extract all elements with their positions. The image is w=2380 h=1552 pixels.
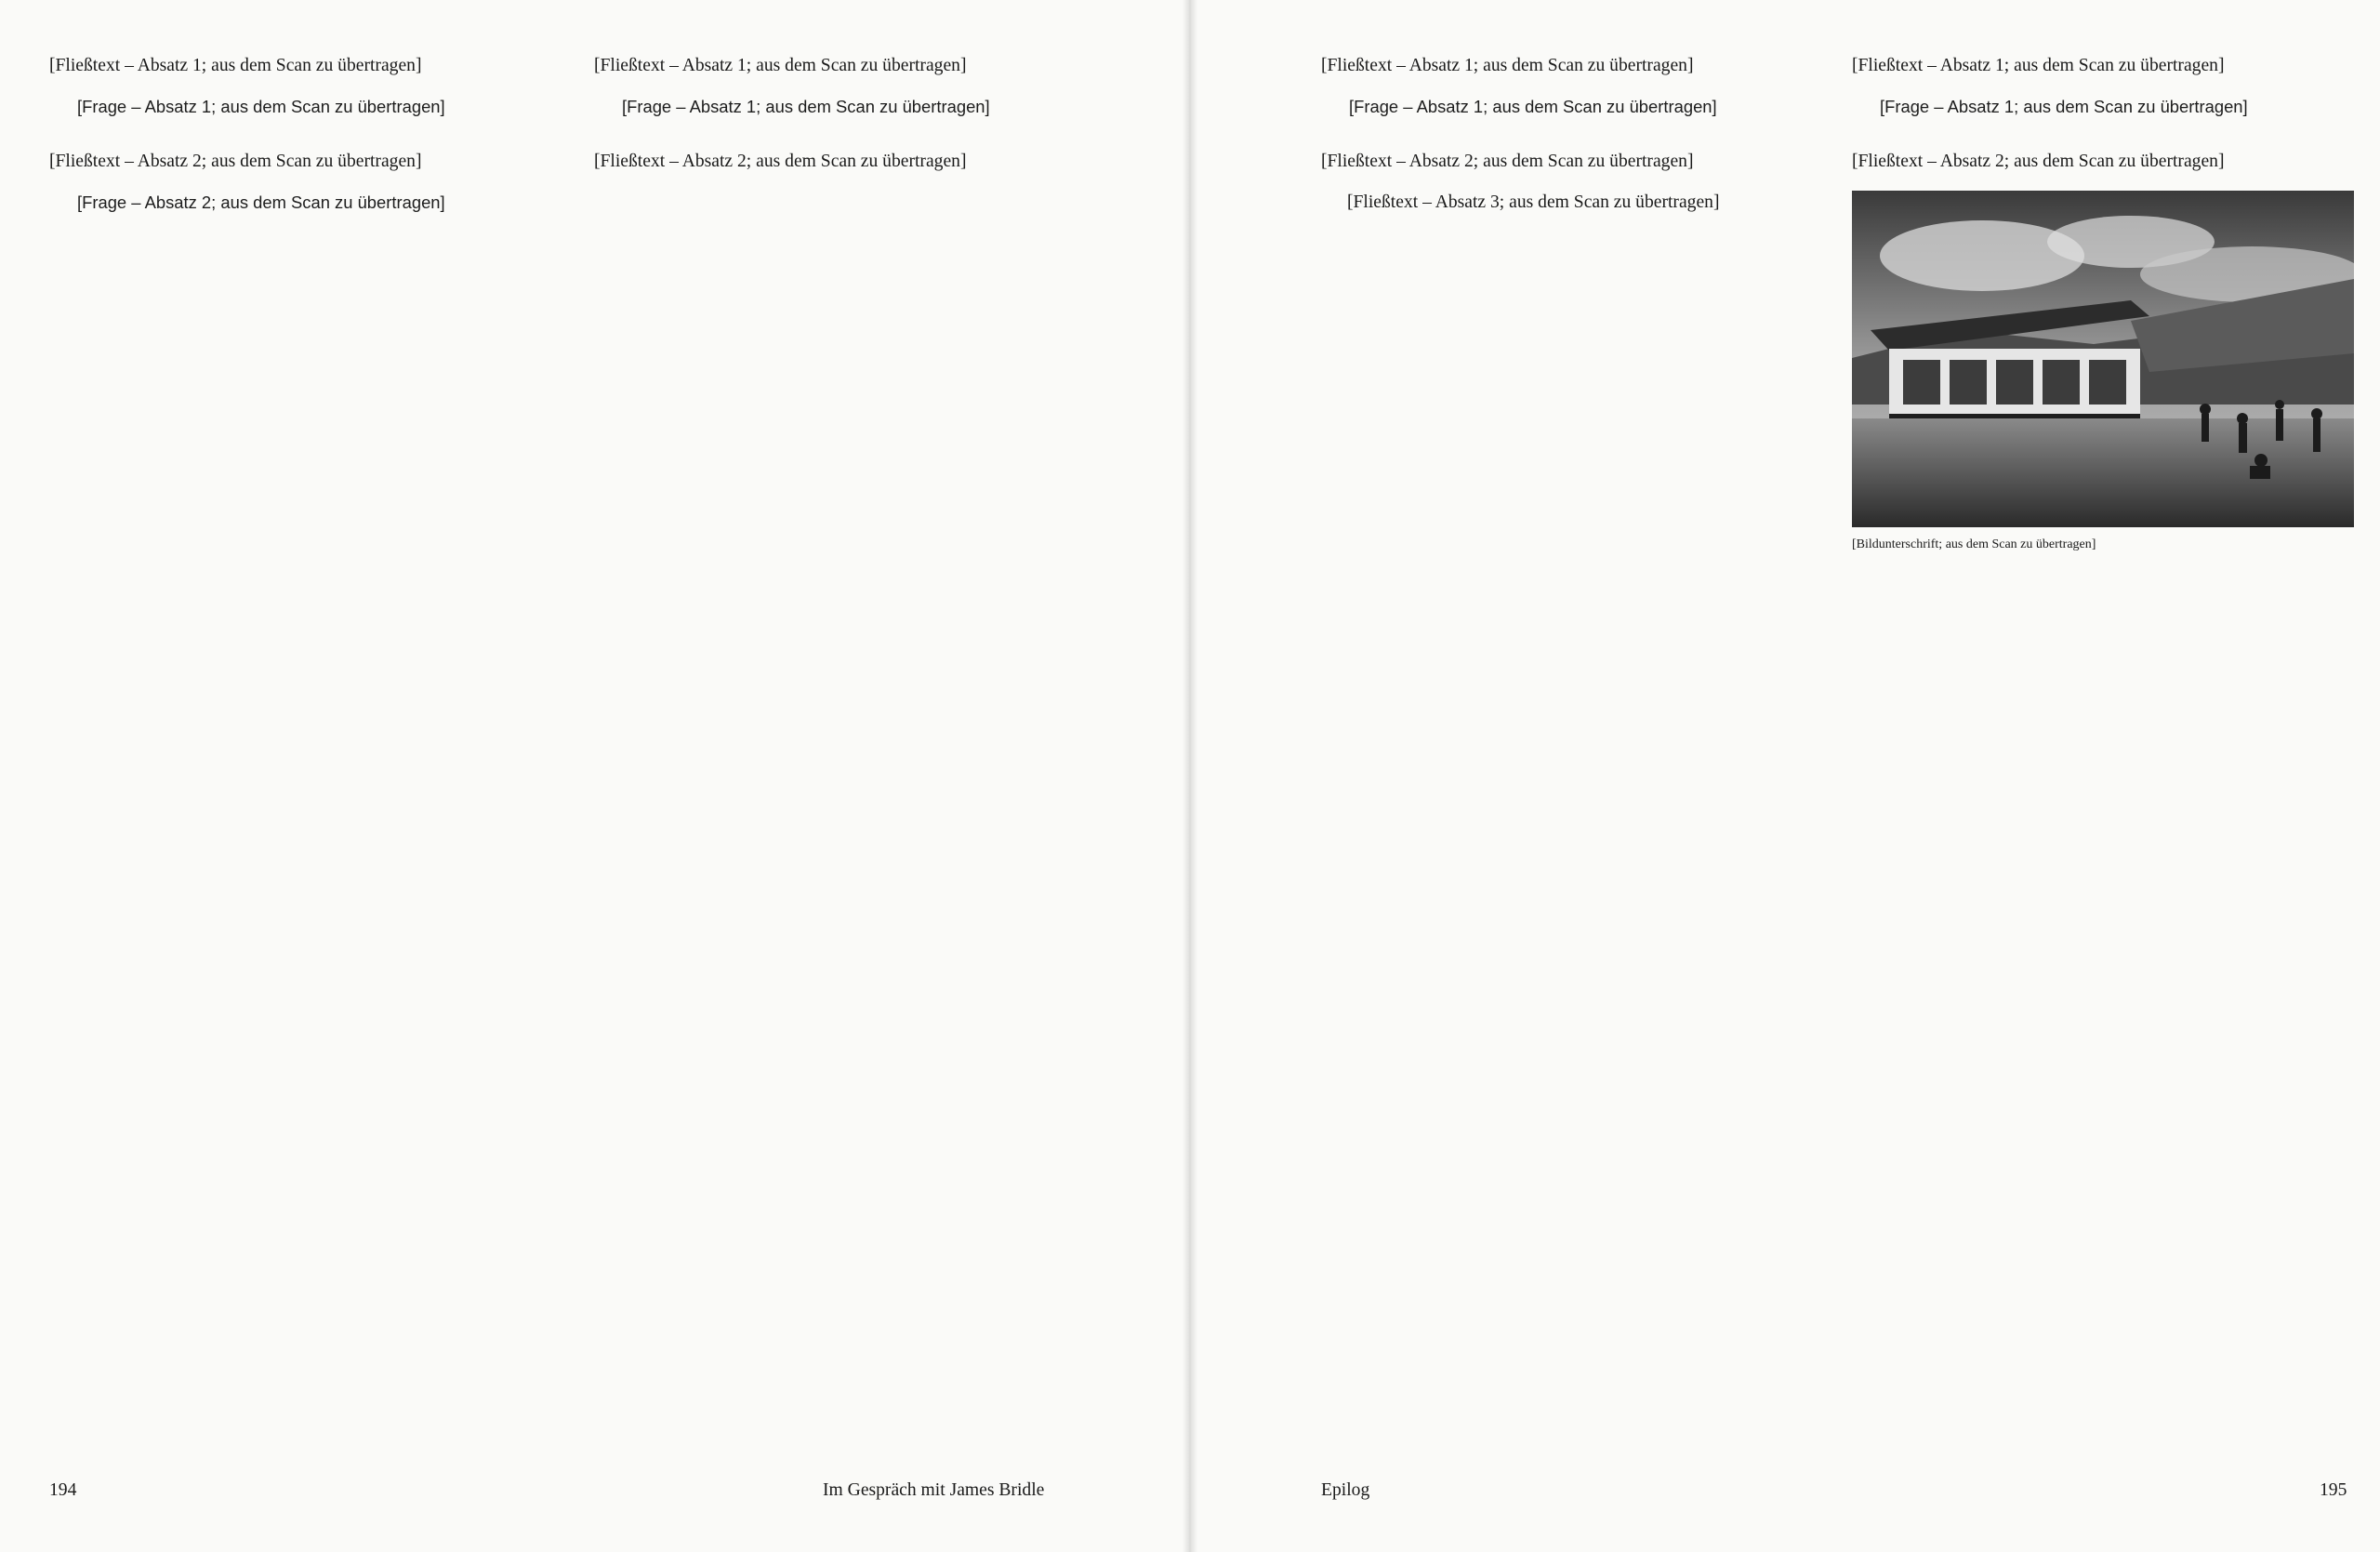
body-paragraph: [Fließtext – Absatz 1; aus dem Scan zu übertragen] — [49, 56, 422, 75]
interview-question: [Frage – Absatz 1; aus dem Scan zu übertragen] — [77, 96, 445, 116]
body-paragraph: [Fließtext – Absatz 1; aus dem Scan zu übertragen] — [1321, 56, 1694, 75]
figure-caption: [Bildunterschrift; aus dem Scan zu übertragen] — [1852, 537, 2096, 551]
body-paragraph: [Fließtext – Absatz 1; aus dem Scan zu übertragen] — [1852, 56, 2225, 75]
interview-question: [Frage – Absatz 1; aus dem Scan zu übertragen] — [1349, 96, 1717, 116]
figure-photo-walter-segal-method — [1852, 191, 2354, 527]
photo-illustration — [1852, 191, 2354, 527]
left-page-column-2 — [594, 54, 1096, 1458]
running-head-right: Epilog — [1321, 1480, 1370, 1500]
body-paragraph: [Fließtext – Absatz 3; aus dem Scan zu übertragen] — [1347, 192, 1720, 212]
body-paragraph: [Fließtext – Absatz 2; aus dem Scan zu übertragen] — [594, 152, 967, 172]
body-paragraph: [Fließtext – Absatz 2; aus dem Scan zu übertragen] — [1852, 152, 2225, 172]
interview-question: [Frage – Absatz 1; aus dem Scan zu übertragen] — [622, 96, 990, 116]
interview-question: [Frage – Absatz 1; aus dem Scan zu übertragen] — [1880, 96, 2248, 116]
page-number-right: 195 — [2320, 1480, 2347, 1500]
right-page-column-2 — [1852, 54, 2354, 1467]
body-paragraph: [Fließtext – Absatz 1; aus dem Scan zu übertragen] — [594, 56, 967, 75]
page-number-left: 194 — [49, 1480, 77, 1500]
body-paragraph: [Fließtext – Absatz 2; aus dem Scan zu übertragen] — [1321, 152, 1694, 172]
running-head-left: Im Gespräch mit James Bridle — [823, 1480, 1045, 1500]
left-page-column-1 — [49, 54, 551, 1458]
interview-question: [Frage – Absatz 2; aus dem Scan zu übertragen] — [77, 192, 445, 212]
gutter-shadow — [1183, 0, 1197, 1552]
right-page-column-1 — [1321, 54, 1823, 1458]
body-paragraph: [Fließtext – Absatz 2; aus dem Scan zu übertragen] — [49, 152, 422, 172]
